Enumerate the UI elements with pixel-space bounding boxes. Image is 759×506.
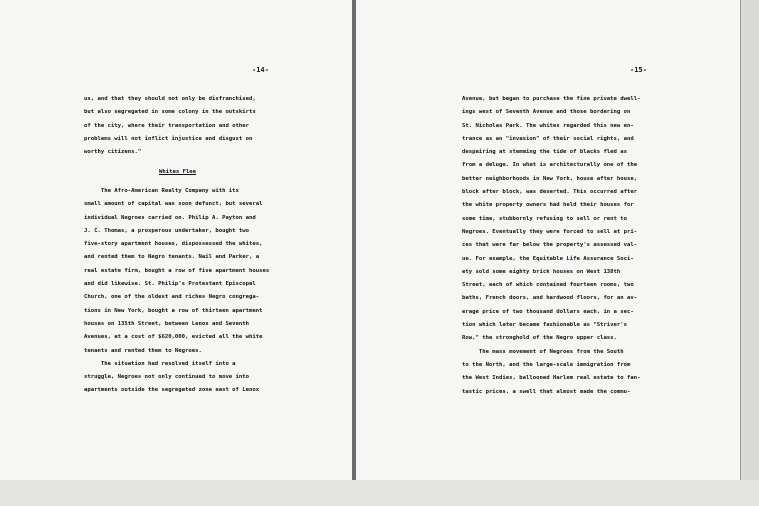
text-line: Avenue, but began to purchase the fine private dwell- [462, 96, 641, 102]
text-line: Negroes. Eventually they were forced to sell at pri- [462, 228, 638, 235]
text-line: trance as an "invasion" of their social rights, and [462, 135, 634, 142]
text-line: baths, French doors, and hardwood floors, for an av- [462, 295, 638, 302]
text-line: Avenues, at a cost of $620,000, evicted all the white [84, 334, 263, 341]
text-line: us, and that they should not only be disfranchised, [84, 96, 256, 102]
section-heading: Whites Flee [159, 169, 197, 175]
text-line: worthy citizens." [84, 149, 142, 156]
text-line: better neighborhoods in New York, house after house, [462, 175, 638, 182]
text-line: the West Indies, ballooned Harlem real estate to fan- [462, 375, 641, 382]
right-page [356, 0, 740, 480]
text-line: J. C. Thomas, a prosperous undertaker, bought two [84, 227, 250, 234]
text-line: houses on 135th Street, between Lenox and Seventh [84, 320, 250, 327]
text-line: but also segregated in some colony in the outskirts [84, 109, 256, 116]
text-line: Row," the stronghold of the Negro upper class. [462, 335, 617, 342]
text-line: real estate firm, bought a row of five apartment houses [84, 267, 270, 274]
text-line: apartments outside the segregated zone east of Lenox [84, 387, 260, 394]
text-line: ces that were far below the property's assessed val- [462, 242, 638, 249]
text-line: individual Negroes carried on. Philip A. Payton and [84, 214, 256, 221]
text-line: struggle, Negroes not only continued to move into [84, 374, 250, 381]
text-line: The Afro-American Realty Company with its [84, 188, 239, 194]
text-line: the white property owners had held their houses for [462, 202, 634, 209]
text-line: ety sold some eighty brick houses on West 138th [462, 268, 621, 275]
text-line: five-story apartment houses, dispossessed the whites, [84, 241, 263, 248]
text-line: to the North, and the large-scale immigration from [462, 361, 631, 368]
text-line: tastic prices, a swell that almost made the commu- [462, 388, 631, 395]
text-line: St. Nicholas Park. The whites regarded this new en- [462, 122, 634, 129]
left-page-number: -14- [252, 66, 269, 74]
text-line: despairing at stemming the tide of blacks fled as [462, 149, 628, 156]
text-line: The mass movement of Negroes from the South [462, 348, 624, 355]
text-line: Church, one of the oldest and riches Negro congrega- [84, 294, 260, 301]
text-line: tion which later became fashionable as "Striver's [462, 322, 628, 329]
text-line: tions in New York, bought a row of thirteen apartment [84, 307, 263, 314]
left-page-text-body [84, 185, 269, 398]
text-line: ings west of Seventh Avenue and those bordering on [462, 109, 631, 116]
text-line: The situation had resolved itself into a [84, 360, 236, 367]
text-line: erage price of two thousand dollars each, in a sec- [462, 308, 634, 315]
text-line: from a deluge. In what is architecturally one of the [462, 162, 638, 169]
left-page [0, 0, 352, 480]
text-line: tenants and rented them to Negroes. [84, 347, 202, 354]
text-line: and did likewise. St. Philip's Protestant Episcopal [84, 281, 256, 288]
right-page-text [462, 93, 641, 399]
left-page-text-top [84, 93, 256, 159]
text-line: Street, each of which contained fourteen rooms, two [462, 282, 634, 289]
text-line: small amount of capital was soon defunct, but several [84, 201, 263, 208]
text-line: problems will not inflict injustice and disgust on [84, 135, 253, 142]
right-page-number: -15- [630, 66, 647, 74]
text-line: and rented them to Negro tenants. Nail and Parker, a [84, 254, 260, 261]
text-line: block after block, was deserted. This occurred after [462, 189, 638, 196]
text-line: of the city, where their transportation and other [84, 122, 250, 129]
text-line: some time, stubbornly refusing to sell or rent to [462, 215, 628, 222]
scan-margin [0, 480, 759, 506]
text-line: ue. For example, the Equitable Life Assurance Soci- [462, 255, 634, 262]
page-edge [740, 0, 759, 480]
